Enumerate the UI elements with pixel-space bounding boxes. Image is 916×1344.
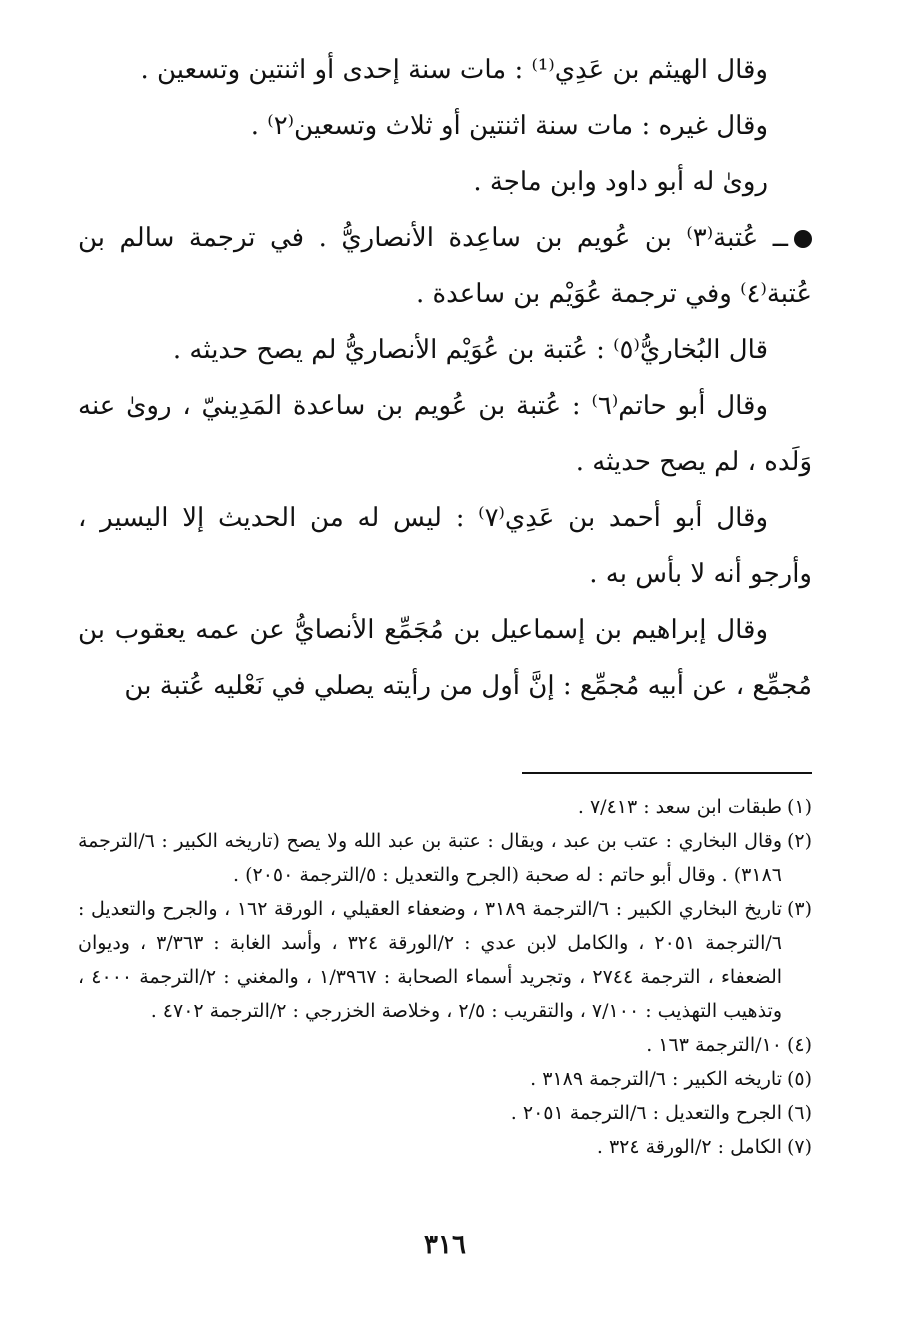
page-number: ٣١٦ <box>424 1230 466 1260</box>
footnote-item <box>78 790 812 824</box>
footnote-number: (٣) <box>786 898 812 920</box>
footnote-text: الجرح والتعديل : ٦/الترجمة ٢٠٥١ . <box>510 1102 782 1124</box>
footnote-text: تاريخ البخاري الكبير : ٦/الترجمة ٣١٨٩ ، وضعفاء العقيلي ، الورقة ١٦٢ ، والجرح والتعديل : ٦/الترجمة ٢٠٥١ ، والكامل لابن عدي : ٢/الورقة ٣٢٤ ، وأسد الغابة : ٣/٣٦٣ ، وديوان الضعفاء ، الترجمة ٢٧٤٤ ، وتجريد أسماء الصحابة : ١/٣٩٦٧ ، والمغني : ٢/الترجمة ٤٠٠٠ ، وتذهيب التهذيب : ٧/١٠٠ ، والتقريب : ٢/٥ ، وخلاصة الخزرجي : ٢/الترجمة ٤٧٠٢ . <box>78 898 783 1022</box>
footnote-item <box>78 1130 812 1164</box>
paragraph-2: وقال غيره : مات سنة اثنتين أو ثلاث وتسعين⁽٢⁾ . <box>250 111 768 141</box>
footnote-item <box>78 892 812 1028</box>
paragraph-7: وقال أبو أحمد بن عَدِي⁽٧⁾ : ليس له من الحديث إلا اليسير ، وأرجو أنه لا بأس به . <box>78 503 812 589</box>
paragraph-1: وقال الهيثم بن عَدِي⁽¹⁾ : مات سنة إحدى أو اثنتين وتسعين . <box>140 55 768 85</box>
footnote-number: (١) <box>786 796 812 818</box>
footnote-divider <box>522 772 812 774</box>
footnote-number: (٢) <box>786 830 812 852</box>
paragraph-8: وقال إبراهيم بن إسماعيل بن مُجَمِّع الأنصايُّ عن عمه يعقوب بن مُجمِّع ، عن أبيه مُجمِّع : إنَّ أول من رأيته يصلي في نَعْليه عُتبة بن <box>78 615 812 701</box>
footnote-item <box>78 1096 812 1130</box>
footnote-text: طبقات ابن سعد : ٧/٤١٣ . <box>577 796 782 818</box>
footnote-text: تاريخه الكبير : ٦/الترجمة ٣١٨٩ . <box>530 1068 782 1090</box>
footnote-number: (٥) <box>786 1068 812 1090</box>
footnote-number: (٤) <box>786 1034 812 1056</box>
paragraph-5: قال البُخاريُّ⁽٥⁾ : عُتبة بن عُوَيْم الأنصاريُّ لم يصح حديثه . <box>172 335 768 365</box>
footnote-text: وقال البخاري : عتب بن عبد ، ويقال : عتبة بن عبد الله ولا يصح (تاريخه الكبير : ٦/الترجمة ٣١٨٦) . وقال أبو حاتم : له صحبة (الجرح والتعديل : ٥/الترجمة ٢٠٥٠) . <box>78 830 782 886</box>
main-text <box>78 42 812 714</box>
book-page <box>78 0 812 1344</box>
footnote-number: (٧) <box>786 1136 812 1158</box>
footnote-text: الكامل : ٢/الورقة ٣٢٤ . <box>596 1136 782 1158</box>
footnote-item <box>78 1028 812 1062</box>
footnote-number: (٦) <box>786 1102 812 1124</box>
footnote-text: ١٠/الترجمة ١٦٣ . <box>646 1034 782 1056</box>
entry-heading-text: ــ عُتبة⁽٣⁾ بن عُويم بن ساعِدة الأنصاريُّ . في ترجمة سالم بن عُتبة⁽٤⁾ وفي ترجمة عُوَيْم بن ساعدة . <box>78 223 812 309</box>
paragraph-6: وقال أبو حاتم⁽٦⁾ : عُتبة بن عُويم بن ساعدة المَدِينيّ ، روىٰ عنه وَلَده ، لم يصح حديثه . <box>78 391 812 477</box>
footnotes <box>78 790 812 1164</box>
footnote-item <box>78 1062 812 1096</box>
footnote-item <box>78 824 812 892</box>
entry-heading <box>78 210 812 322</box>
bullet-icon <box>794 230 812 248</box>
paragraph-3: روىٰ له أبو داود وابن ماجة . <box>473 167 768 197</box>
